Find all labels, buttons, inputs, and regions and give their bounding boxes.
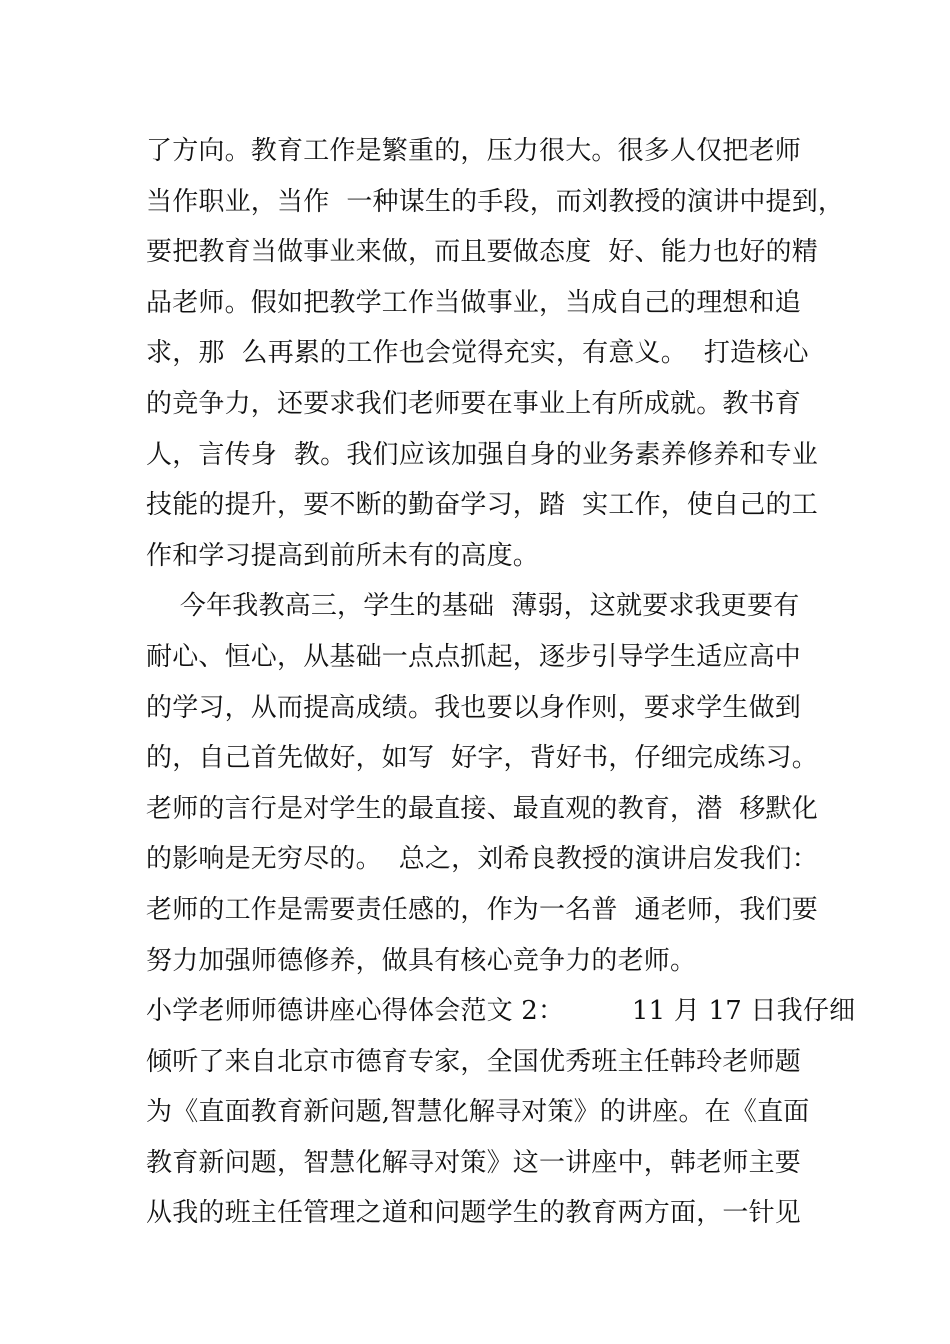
text-line: 教育新问题，智慧化解寻对策》这一讲座中，韩老师主要 — [146, 1147, 802, 1178]
text-line: 从我的班主任管理之道和问题学生的教育两方面，一针见 — [146, 1198, 802, 1229]
paragraph-start-line: 今年我教高三，学生的基础 薄弱，这就要求我更要有 — [146, 591, 800, 622]
text-line: 了方向。教育工作是繁重的，压力很大。很多人仅把老师 — [146, 136, 802, 166]
text-line: 老师的言行是对学生的最直接、最直观的教育，潜 移默化 — [146, 793, 818, 824]
text-line: 的影响是无穷尽的。 总之，刘希良教授的演讲启发我们： — [146, 844, 818, 875]
text-line: 的竞争力，还要求我们老师要在事业上有所成就。教书育 — [146, 388, 802, 419]
text-line: 努力加强师德修养，做具有核心竞争力的老师。 — [146, 945, 697, 976]
text-line: 人，言传身 教。我们应该加强自身的业务素养修养和专业 — [146, 439, 818, 470]
text-line: 为《直面教育新问题,智慧化解寻对策》的讲座。在《直面 — [146, 1097, 810, 1128]
text-line: 倾听了来自北京市德育专家，全国优秀班主任韩玲老师题 — [146, 1046, 802, 1077]
text-line: 的，自己首先做好，如写 好字，背好书，仔细完成练习。 — [146, 743, 818, 774]
text-line: 耐心、恒心，从基础一点点抓起，逐步引导学生适应高中 — [146, 641, 802, 672]
text-line: 老师的工作是需要责任感的，作为一名普 通老师，我们要 — [146, 894, 818, 925]
text-line: 技能的提升，要不断的勤奋学习，踏 实工作，使自己的工 — [146, 490, 818, 521]
text-line: 的学习，从而提高成绩。我也要以身作则，要求学生做到 — [146, 692, 802, 723]
section-heading-line: 小学老师师德讲座心得体会范文 2： 11 月 17 日我仔细 — [146, 996, 856, 1027]
text-line: 当作职业，当作 一种谋生的手段，而刘教授的演讲中提到， — [146, 186, 845, 217]
text-line: 品老师。假如把教学工作当做事业，当成自己的理想和追 — [146, 287, 802, 318]
text-line: 要把教育当做事业来做，而且要做态度 好、能力也好的精 — [146, 237, 818, 268]
text-line: 求，那 么再累的工作也会觉得充实，有意义。 打造核心 — [146, 338, 809, 369]
body-text — [146, 126, 856, 1239]
text-line: 作和学习提高到前所未有的高度。 — [146, 540, 540, 571]
